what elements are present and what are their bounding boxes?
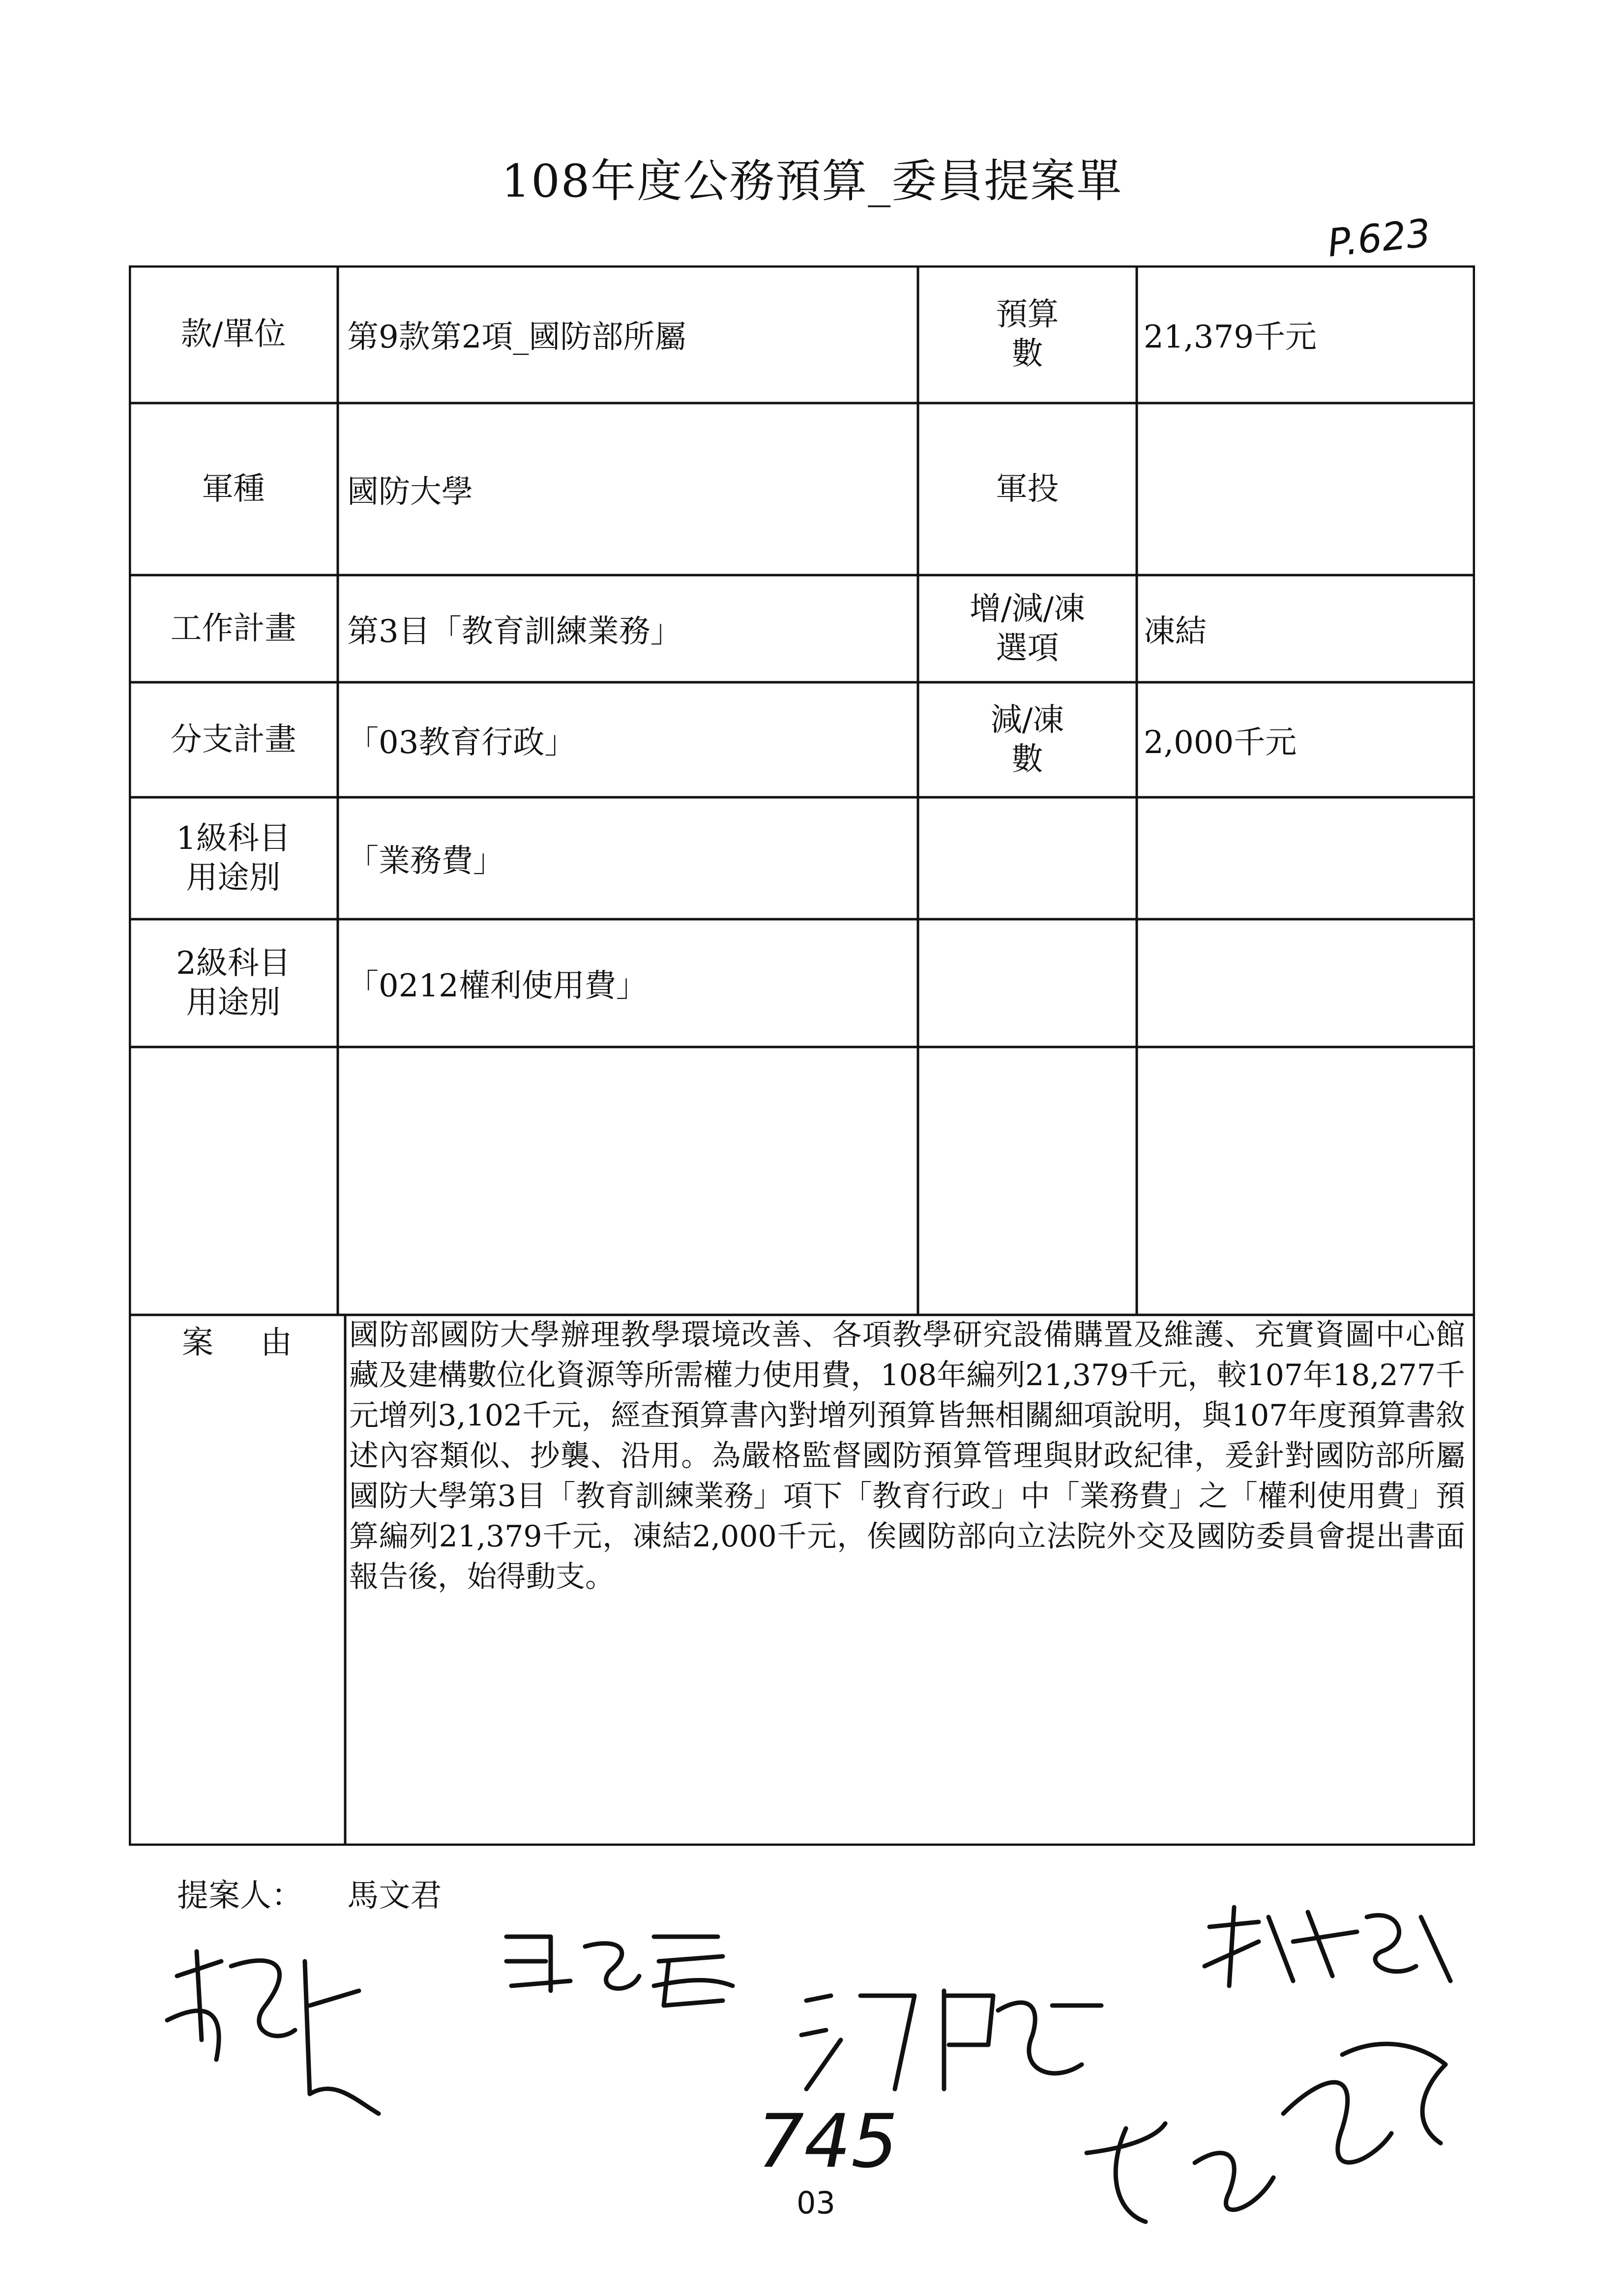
label-reduce-amount: 減/凍 數 [990, 702, 1064, 778]
page-reference: P.623 [1325, 211, 1433, 266]
proposer-name: 馬文君 [347, 1878, 442, 1914]
page-title: 108年度公務預算_委員提案單 [501, 155, 1123, 207]
label-budget: 預算 數 [996, 296, 1059, 372]
value-service: 國防大學 [347, 474, 473, 510]
value-branch-plan: 「03教育行政」 [347, 725, 576, 761]
reason-text: 國防部國防大學辦理教學環境改善、各項教學研究設備購置及維護、充實資圖中心館藏及建構數位化資源等所需權力使用費，108年編列21,379千元，較107年18,277千元增列3,102千元，經查預算書內對增列預算皆無相關細項說明，與107年度預算書敘述內容類似、抄襲、沿用。為嚴格監督國防預算管理與財政紀律，爰針對國防部所屬國防大學第3目「教育訓練業務」項下「教育行政」中「業務費」之「權利使用費」預算編列21,379千元，凍結2,000千元，俟國防部向立法院外交及國防委員會提出書面報告後，始得動支。 [349, 1318, 1465, 1594]
reason-label-char-b: 由 [261, 1325, 292, 1361]
label-level2-subject: 2級科目 用途別 [176, 945, 291, 1021]
proposer [177, 1870, 476, 1916]
value-reduce-amount: 2,000千元 [1144, 725, 1297, 761]
signature-4 [1195, 1897, 1470, 1996]
page-stamp-number: 745 [757, 2099, 898, 2184]
page-stamp-sub: 03 [797, 2185, 835, 2221]
value-level2-subject: 「0212權利使用費」 [347, 968, 648, 1004]
label-empty-2 [918, 919, 1137, 1047]
label-empty-1 [918, 797, 1137, 919]
label-branch-plan: 分支計畫 [170, 722, 296, 758]
proposer-label: 提案人： [177, 1878, 303, 1914]
reason-label-char-a: 案 [182, 1325, 213, 1361]
value-empty-2 [1137, 919, 1478, 1047]
value-military-investment [1137, 403, 1478, 575]
label-military-investment: 軍投 [996, 471, 1059, 507]
signature-1 [148, 1932, 423, 2138]
label-option: 增/減/凍 選項 [969, 591, 1086, 667]
proposal-form [129, 265, 1475, 1846]
value-work-plan: 第3目「教育訓練業務」 [347, 613, 682, 650]
label-work-plan: 工作計畫 [170, 610, 296, 647]
value-budget: 21,379千元 [1144, 319, 1317, 355]
label-unit: 款/單位 [180, 316, 286, 352]
value-unit: 第9款第2項_國防部所屬 [347, 319, 686, 355]
label-service: 軍種 [202, 471, 265, 507]
signature-5 [1067, 2015, 1470, 2241]
reason-label [129, 1317, 345, 1363]
value-empty-1 [1137, 797, 1478, 919]
label-level1-subject: 1級科目 用途別 [176, 820, 291, 896]
signature-2 [492, 1917, 747, 2025]
value-level1-subject: 「業務費」 [347, 843, 504, 879]
value-option: 凍結 [1144, 613, 1207, 650]
